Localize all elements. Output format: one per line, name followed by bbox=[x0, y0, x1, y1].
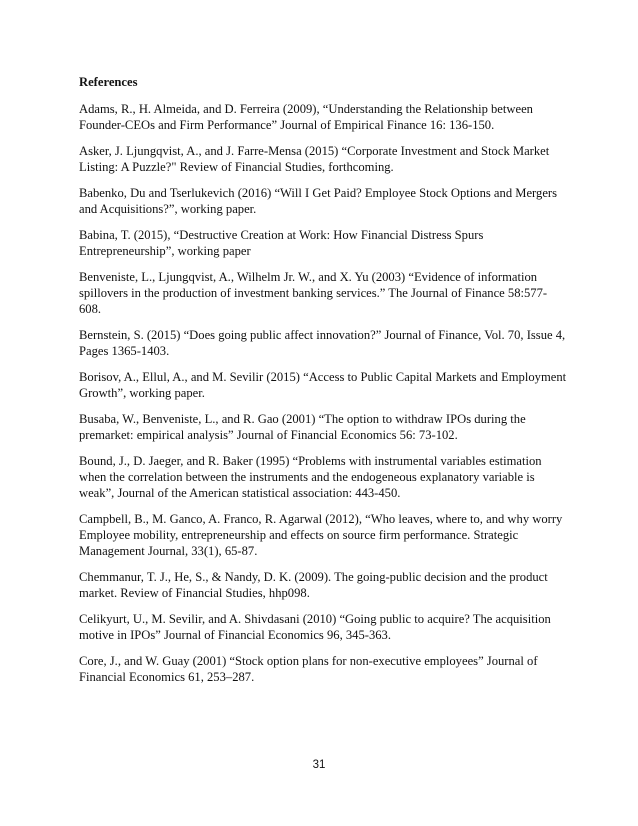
page-number: 31 bbox=[312, 759, 326, 771]
reference-entry: Adams, R., H. Almeida, and D. Ferreira (2009), “Understanding the Relationship between Founder-CEOs and Firm Performance” Journal of Empirical Finance 16: 136-150. bbox=[79, 102, 533, 132]
reference-entry: Celikyurt, U., M. Sevilir, and A. Shivdasani (2010) “Going public to acquire? The acquisition motive in IPOs” Journal of Financial Economics 96, 345-363. bbox=[79, 612, 551, 642]
reference-entry: Chemmanur, T. J., He, S., & Nandy, D. K. (2009). The going-public decision and the product market. Review of Financial Studies, hhp098. bbox=[79, 570, 548, 600]
reference-entry: Babenko, Du and Tserlukevich (2016) “Will I Get Paid? Employee Stock Options and Mergers and Acquisitions?”, working paper. bbox=[79, 186, 558, 216]
reference-entry: Busaba, W., Benveniste, L., and R. Gao (2001) “The option to withdraw IPOs during the premarket: empirical analysis” Journal of Financial Economics 56: 73-102. bbox=[79, 412, 526, 442]
reference-entry: Bound, J., D. Jaeger, and R. Baker (1995) “Problems with instrumental variables estimation when the correlation between the instruments and the endogeneous explanatory variable is weak”, Journal of the American statistical association: 443-450. bbox=[79, 454, 542, 500]
reference-entry: Asker, J. Ljungqvist, A., and J. Farre-Mensa (2015) “Corporate Investment and Stock Market Listing: A Puzzle?" Review of Financial Studies, forthcoming. bbox=[79, 144, 550, 174]
reference-entry: Campbell, B., M. Ganco, A. Franco, R. Agarwal (2012), “Who leaves, where to, and why worry Employee mobility, entrepreneurship and effects on source firm performance. Strategic Management Journal, 33(1), 65-87. bbox=[79, 512, 563, 558]
reference-entry: Bernstein, S. (2015) “Does going public affect innovation?” Journal of Finance, Vol. 70, Issue 4, Pages 1365-1403. bbox=[79, 328, 566, 358]
references-section bbox=[79, 74, 569, 695]
reference-entry: Benveniste, L., Ljungqvist, A., Wilhelm Jr. W., and X. Yu (2003) “Evidence of information spillovers in the production of investment banking services.” The Journal of Finance 58:577-608. bbox=[79, 270, 548, 316]
section-heading: References bbox=[79, 75, 138, 89]
reference-entry: Babina, T. (2015), “Destructive Creation at Work: How Financial Distress Spurs Entrepreneurship”, working paper bbox=[79, 228, 484, 258]
reference-entry: Core, J., and W. Guay (2001) “Stock option plans for non-executive employees” Journal of Financial Economics 61, 253–287. bbox=[79, 654, 538, 684]
reference-entry: Borisov, A., Ellul, A., and M. Sevilir (2015) “Access to Public Capital Markets and Employment Growth”, working paper. bbox=[79, 370, 567, 400]
